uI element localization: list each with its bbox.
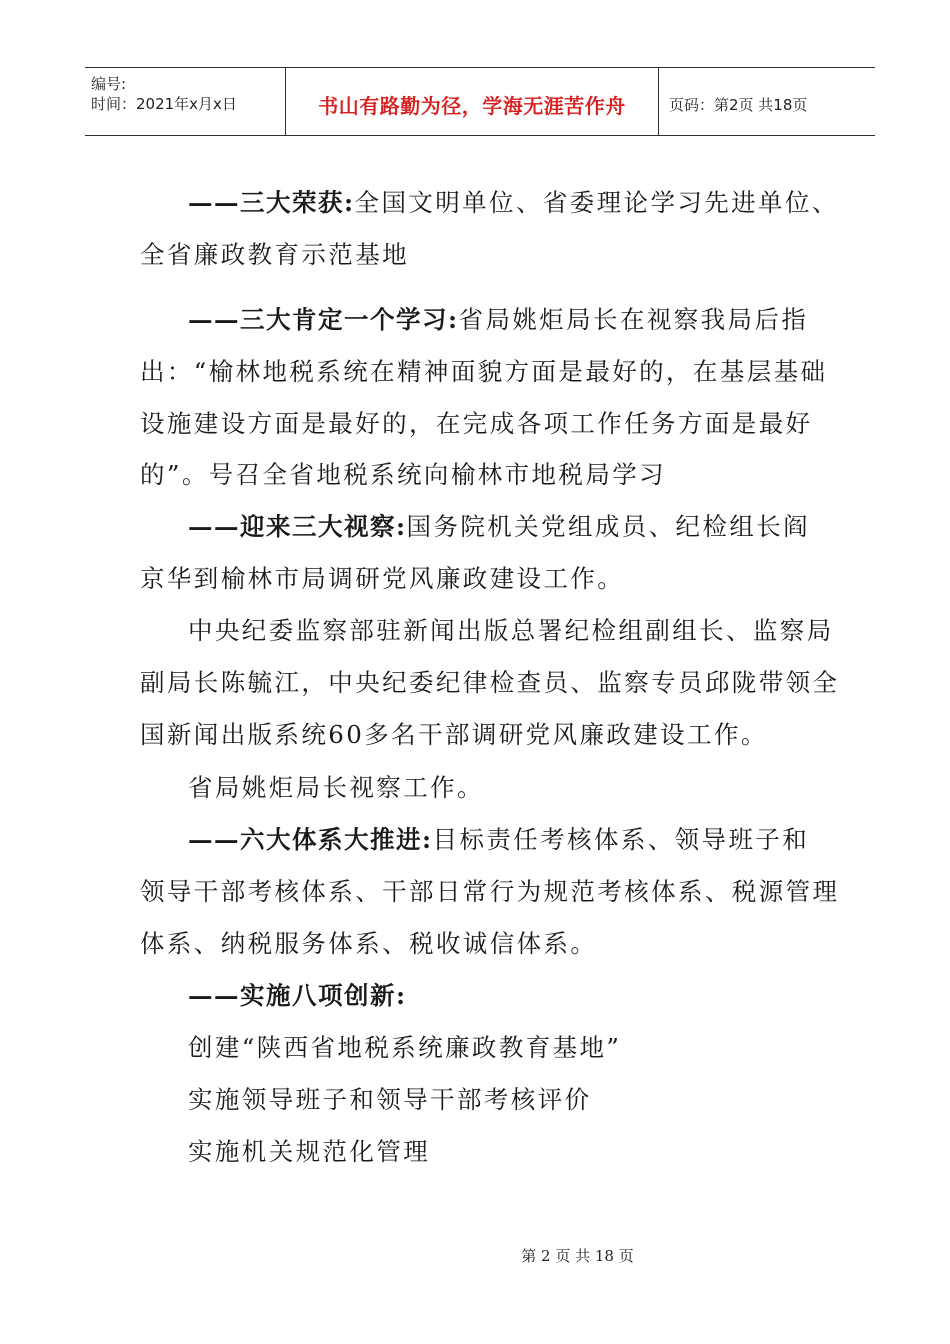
paragraph-lead: ——实施八项创新: bbox=[188, 981, 407, 1010]
header-meta-cell bbox=[85, 68, 286, 135]
paragraph-lead: ——迎来三大视察: bbox=[188, 512, 407, 541]
paragraph-line: 中央纪委监察部驻新闻出版总署纪检组副组长、监察局 bbox=[188, 616, 834, 645]
number-label: 编号: bbox=[91, 75, 127, 93]
paragraph-line: ——迎来三大视察:国务院机关党组成员、纪检组长阎 bbox=[188, 512, 811, 541]
paragraph-line: ——三大肯定一个学习:省局姚炬局长在视察我局后指 bbox=[188, 305, 809, 334]
paragraph-line: 创建“陕西省地税系统廉政教育基地” bbox=[188, 1033, 622, 1062]
paragraph-line: 实施机关规范化管理 bbox=[188, 1137, 431, 1166]
paragraph-line: 全省廉政教育示范基地 bbox=[140, 240, 409, 269]
header-motto-cell bbox=[286, 68, 659, 135]
paragraph-line: 体系、纳税服务体系、税收诚信体系。 bbox=[140, 929, 598, 958]
paragraph-line: 京华到榆林市局调研党风廉政建设工作。 bbox=[140, 564, 625, 593]
paragraph-line: 国新闻出版系统60多名干部调研党风廉政建设工作。 bbox=[140, 720, 768, 749]
paragraph-lead: ——三大荣获: bbox=[188, 188, 355, 217]
paragraph-line bbox=[188, 979, 407, 1013]
page-label: 页码：第2页 共18页 bbox=[669, 96, 808, 114]
header-page-cell bbox=[659, 68, 875, 135]
document-header bbox=[85, 67, 875, 136]
paragraph-line: 出：“榆林地税系统在精神面貌方面是最好的，在基层基础 bbox=[140, 357, 828, 386]
paragraph-line: 省局姚炬局长视察工作。 bbox=[188, 773, 484, 802]
paragraph-lead: ——六大体系大推进: bbox=[188, 825, 433, 854]
paragraph-line: 副局长陈毓江，中央纪委纪律检查员、监察专员邱陇带领全 bbox=[140, 668, 840, 697]
paragraph-line: 的”。号召全省地税系统向榆林市地税局学习 bbox=[140, 460, 667, 489]
footer-page-number: 第 2 页 共 18 页 bbox=[521, 1247, 634, 1265]
paragraph-line: ——三大荣获:全国文明单位、省委理论学习先进单位、 bbox=[188, 188, 839, 217]
paragraph-line: 领导干部考核体系、干部日常行为规范考核体系、税源管理 bbox=[140, 877, 840, 906]
paragraph-lead: ——三大肯定一个学习: bbox=[188, 305, 459, 334]
paragraph-line: 设施建设方面是最好的，在完成各项工作任务方面是最好 bbox=[140, 409, 813, 438]
paragraph-line: 实施领导班子和领导干部考核评价 bbox=[188, 1085, 592, 1114]
paragraph-line: ——六大体系大推进:目标责任考核体系、领导班子和 bbox=[188, 825, 810, 854]
motto-text: 书山有路勤为径，学海无涯苦作舟 bbox=[318, 94, 626, 118]
time-label: 时间：2021年x月x日 bbox=[91, 95, 237, 113]
page-footer bbox=[0, 1245, 950, 1266]
